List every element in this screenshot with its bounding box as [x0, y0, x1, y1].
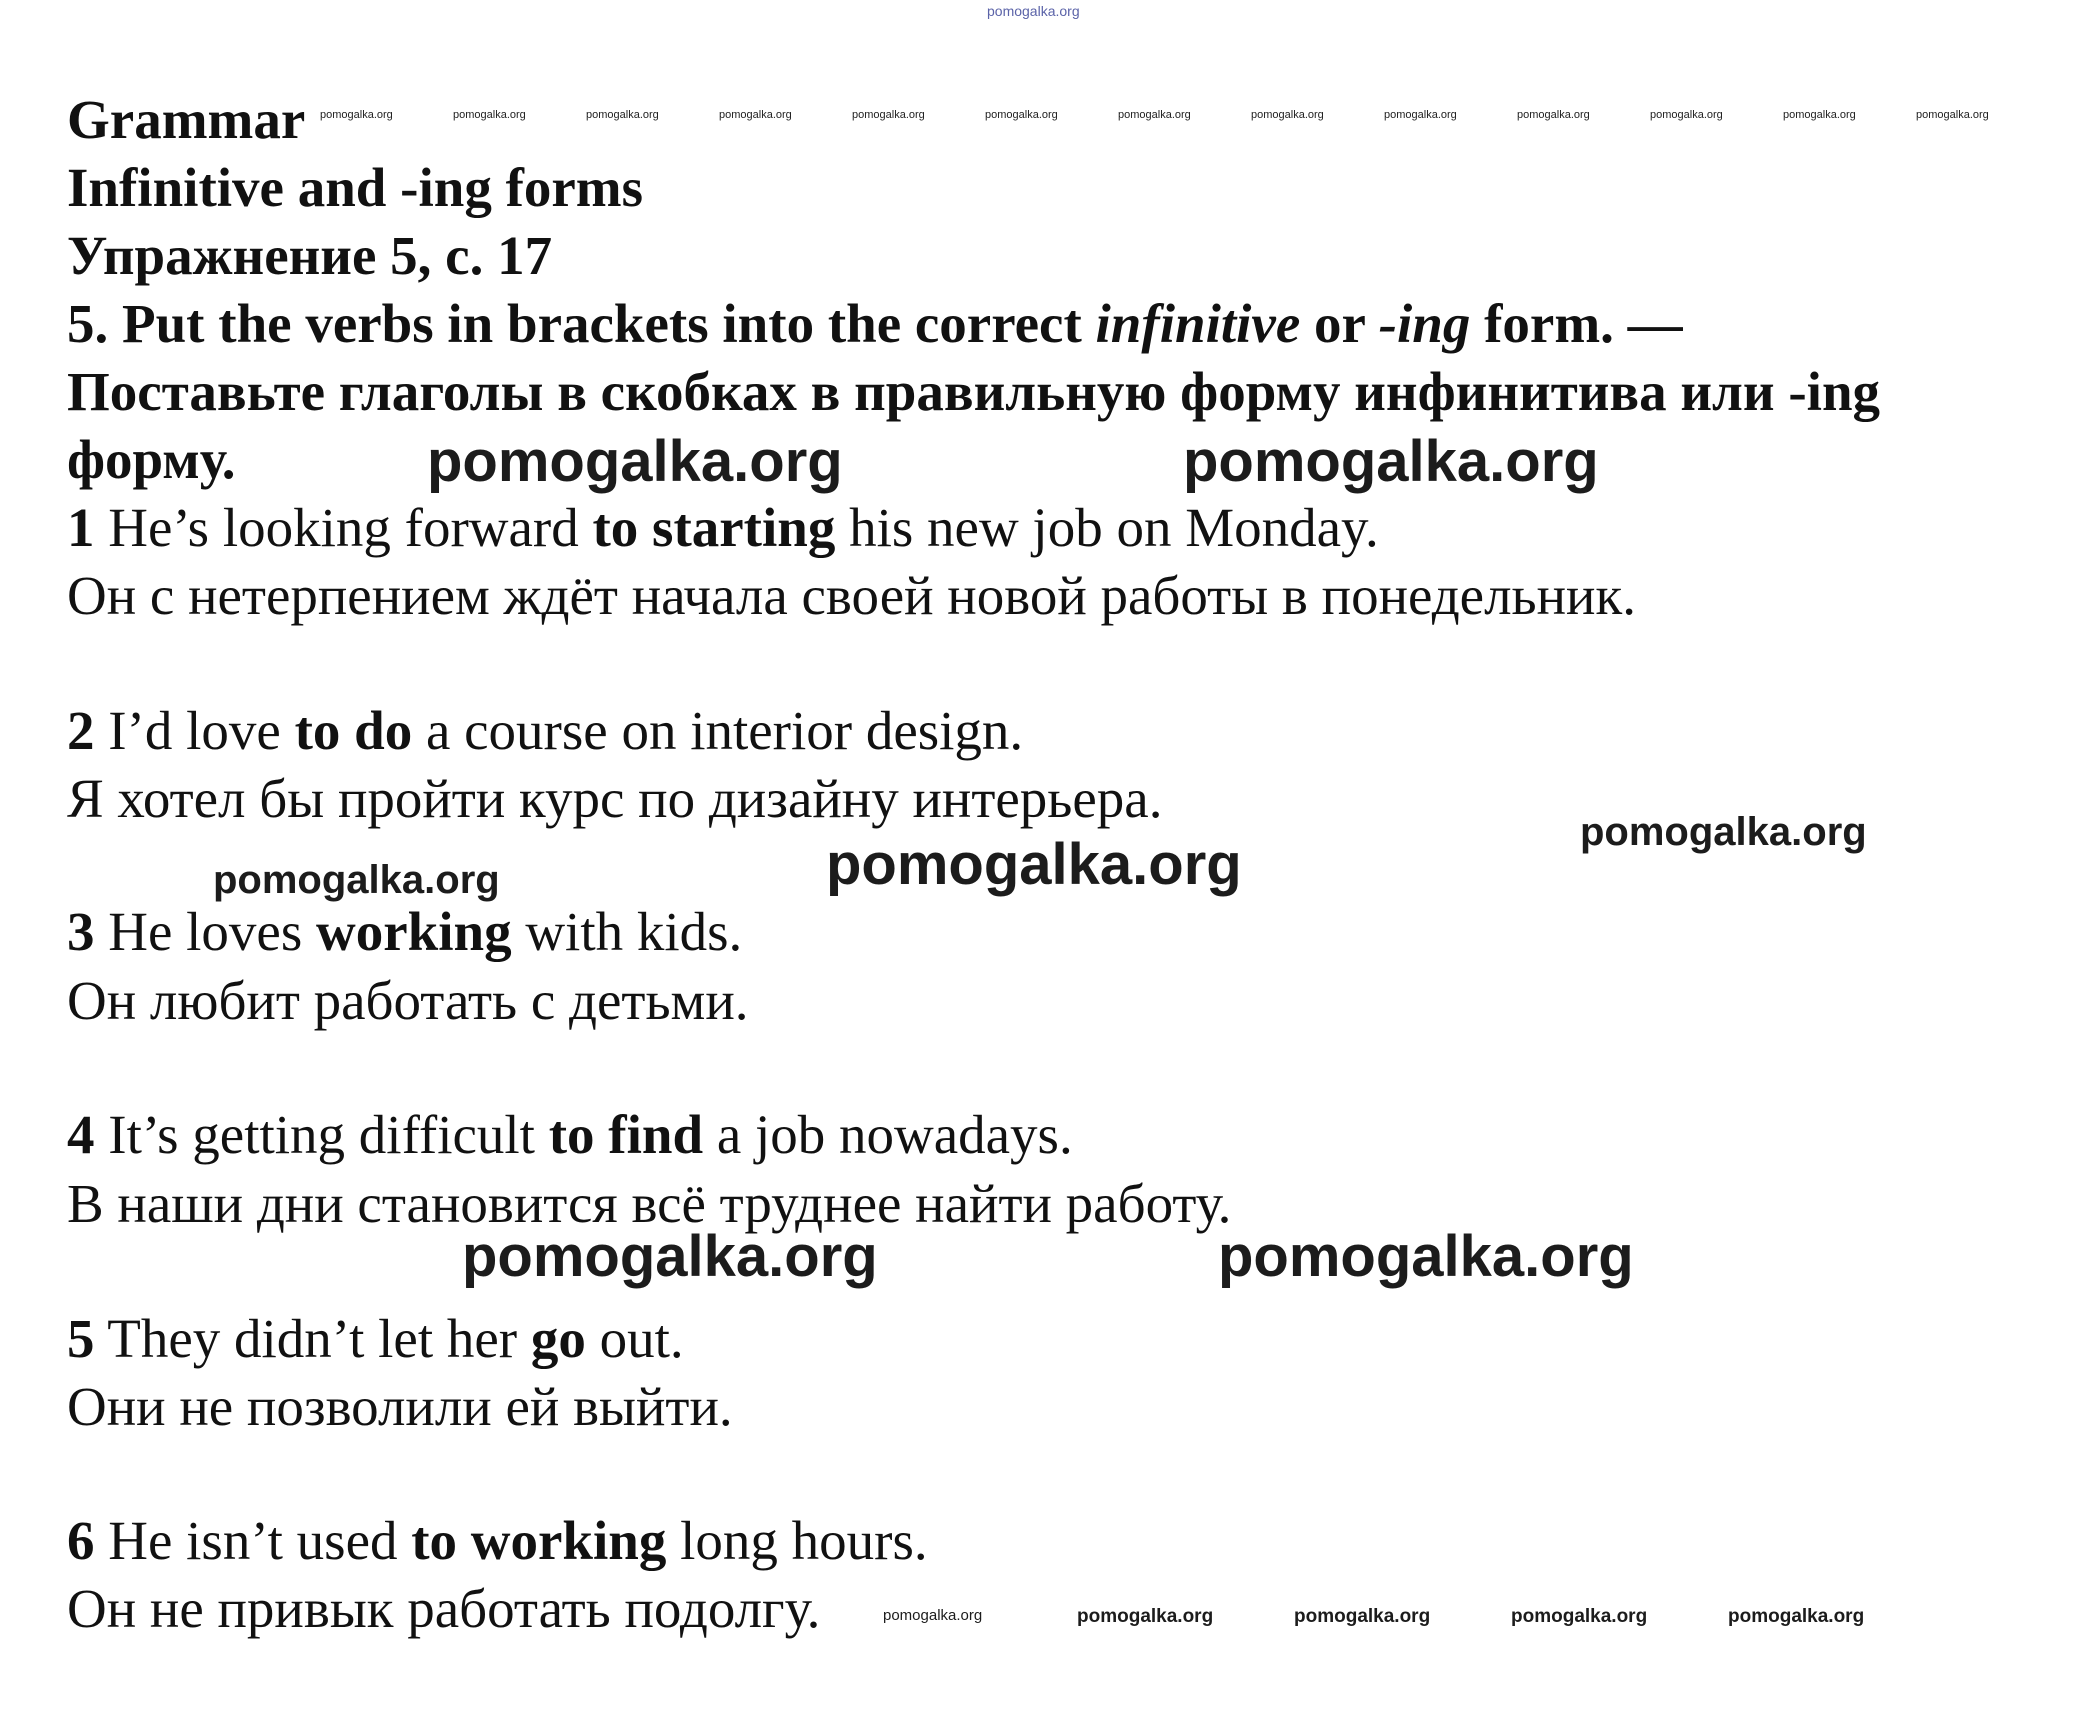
- item-answer: go: [530, 1308, 586, 1369]
- task-instruction-ru-line1: Поставьте глаголы в скобках в правильную форму инфинитива или -ing: [67, 361, 1881, 422]
- item-text-after: a job nowadays.: [703, 1104, 1073, 1165]
- item-number: 1: [67, 497, 95, 558]
- task-ing: -ing: [1378, 293, 1471, 354]
- watermark: pomogalka.org: [586, 109, 659, 121]
- watermark: pomogalka.org: [1783, 109, 1856, 121]
- item-text-after: out.: [585, 1308, 684, 1369]
- item-number: 2: [67, 700, 95, 761]
- item-text-before: I’d love: [94, 700, 295, 761]
- page-subtitle: Infinitive and -ing forms: [67, 157, 644, 218]
- item-translation-6: Он не привык работать подолгу.: [67, 1578, 821, 1639]
- watermark: pomogalka.org: [1077, 1606, 1214, 1627]
- watermark: pomogalka.org: [826, 832, 1242, 897]
- watermark: pomogalka.org: [1650, 109, 1723, 121]
- task-or: or: [1300, 293, 1379, 354]
- watermark: pomogalka.org: [985, 109, 1058, 121]
- watermark: pomogalka.org: [213, 858, 500, 902]
- item-translation-1: Он с нетерпением ждёт начала своей новой работы в понедельник.: [67, 565, 1636, 626]
- item-number: 5: [67, 1308, 95, 1369]
- watermark: pomogalka.org: [462, 1224, 878, 1289]
- item-answer: working: [315, 901, 512, 962]
- exercise-item-5: [67, 1308, 684, 1369]
- item-translation-3: Он любит работать с детьми.: [67, 970, 749, 1031]
- watermark: pomogalka.org: [320, 109, 393, 121]
- watermark: pomogalka.org: [453, 109, 526, 121]
- item-answer: to starting: [592, 497, 836, 558]
- watermark: pomogalka.org: [852, 109, 925, 121]
- task-instruction-ru-line2: форму.: [67, 429, 236, 490]
- item-number: 6: [67, 1510, 95, 1571]
- watermark: pomogalka.org: [1916, 109, 1989, 121]
- item-text-before: They didn’t let her: [94, 1308, 531, 1369]
- item-number: 4: [67, 1104, 95, 1165]
- watermark: pomogalka.org: [883, 1607, 983, 1624]
- exercise-item-6: [67, 1510, 928, 1571]
- watermark: pomogalka.org: [1511, 1606, 1648, 1627]
- item-text-after: his new job on Monday.: [835, 497, 1379, 558]
- item-translation-2: Я хотел бы пройти курс по дизайну интерьера.: [67, 768, 1163, 829]
- item-text-after: a course on interior design.: [412, 700, 1024, 761]
- watermark: pomogalka.org: [1218, 1224, 1634, 1289]
- watermark: pomogalka.org: [1384, 109, 1457, 121]
- item-answer: to do: [294, 700, 413, 761]
- item-answer: to find: [548, 1104, 704, 1165]
- item-number: 3: [67, 901, 95, 962]
- item-answer: to working: [411, 1510, 667, 1571]
- item-text-before: It’s getting difficult: [94, 1104, 549, 1165]
- exercise-item-2: [67, 700, 1024, 761]
- task-instruction: [67, 293, 1683, 354]
- task-suffix: form. —: [1470, 293, 1683, 354]
- watermark: pomogalka.org: [1118, 109, 1191, 121]
- item-text-before: He isn’t used: [94, 1510, 412, 1571]
- watermark: pomogalka.org: [1294, 1606, 1431, 1627]
- item-translation-4: В наши дни становится всё труднее найти работу.: [67, 1173, 1232, 1234]
- watermark: pomogalka.org: [1580, 810, 1867, 854]
- watermark-top: pomogalka.org: [987, 3, 1080, 19]
- watermark: pomogalka.org: [1183, 429, 1599, 494]
- item-text-after: long hours.: [666, 1510, 928, 1571]
- task-prefix: 5. Put the verbs in brackets into the correct: [67, 293, 1096, 354]
- exercise-reference: Упражнение 5, с. 17: [67, 225, 553, 286]
- exercise-item-4: [67, 1104, 1073, 1165]
- watermark: pomogalka.org: [1728, 1606, 1865, 1627]
- item-translation-5: Они не позволили ей выйти.: [67, 1376, 733, 1437]
- task-infinitive: infinitive: [1095, 293, 1301, 354]
- item-text-before: He loves: [94, 901, 316, 962]
- watermark: pomogalka.org: [427, 429, 843, 494]
- watermark: pomogalka.org: [1517, 109, 1590, 121]
- exercise-item-3: [67, 901, 743, 962]
- exercise-item-1: [67, 497, 1379, 558]
- item-text-before: He’s looking forward: [94, 497, 593, 558]
- item-text-after: with kids.: [511, 901, 743, 962]
- page-title: Grammar: [67, 89, 306, 150]
- watermark: pomogalka.org: [719, 109, 792, 121]
- watermark: pomogalka.org: [1251, 109, 1324, 121]
